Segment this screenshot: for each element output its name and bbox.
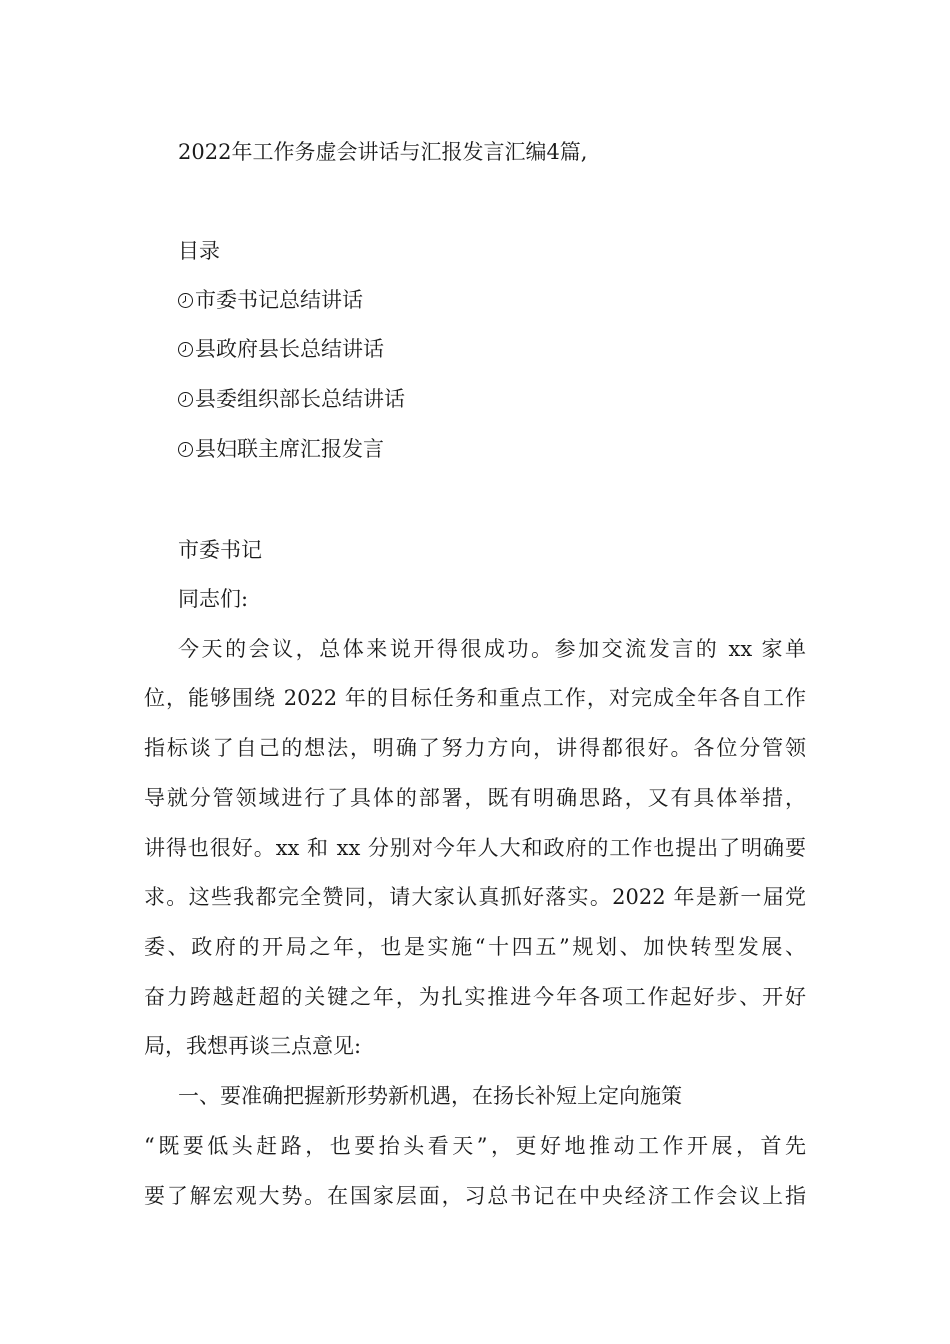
paragraph-line: 求。这些我都完全赞同，请大家认真抓好落实。2022 年是新一届党 <box>144 885 806 909</box>
toc-item-label: 县妇联主席汇报发言 <box>195 437 384 461</box>
paragraph-line: 局，我想再谈三点意见: <box>144 1034 362 1058</box>
salutation: 同志们: <box>178 587 249 611</box>
document-title: 2022年工作务虚会讲话与汇报发言汇编4篇, <box>178 140 588 164</box>
toc-item[interactable] <box>178 434 384 464</box>
clock-icon <box>178 392 193 407</box>
paragraph-line: 位，能够围绕 2022 年的目标任务和重点工作，对完成全年各自工作 <box>144 686 806 710</box>
toc-item-label: 县政府县长总结讲话 <box>195 337 384 361</box>
toc-heading: 目录 <box>178 239 220 263</box>
clock-icon <box>178 342 193 357</box>
toc-item[interactable] <box>178 285 363 315</box>
toc-item[interactable] <box>178 384 405 414</box>
subheading: 一、要准确把握新形势新机遇，在扬长补短上定向施策 <box>178 1084 682 1108</box>
paragraph-line: 指标谈了自己的想法，明确了努力方向，讲得都很好。各位分管领 <box>144 736 806 760</box>
paragraph-line: “既要低头赶路，也要抬头看天”，更好地推动工作开展，首先 <box>144 1134 806 1158</box>
paragraph-line: 委、政府的开局之年，也是实施“十四五”规划、加快转型发展、 <box>144 935 806 959</box>
clock-icon <box>178 293 193 308</box>
section-heading: 市委书记 <box>178 538 262 562</box>
clock-icon <box>178 442 193 457</box>
paragraph-line: 导就分管领域进行了具体的部署，既有明确思路，又有具体举措， <box>144 786 806 810</box>
toc-item-label: 县委组织部长总结讲话 <box>195 387 405 411</box>
paragraph-line: 今天的会议，总体来说开得很成功。参加交流发言的 xx 家单 <box>178 637 806 661</box>
toc-item-label: 市委书记总结讲话 <box>195 288 363 312</box>
toc-item[interactable] <box>178 334 384 364</box>
paragraph-line: 讲得也很好。xx 和 xx 分别对今年人大和政府的工作也提出了明确要 <box>144 836 806 860</box>
paragraph-line: 要了解宏观大势。在国家层面，习总书记在中央经济工作会议上指 <box>144 1184 806 1208</box>
paragraph-line: 奋力跨越赶超的关键之年，为扎实推进今年各项工作起好步、开好 <box>144 985 806 1009</box>
